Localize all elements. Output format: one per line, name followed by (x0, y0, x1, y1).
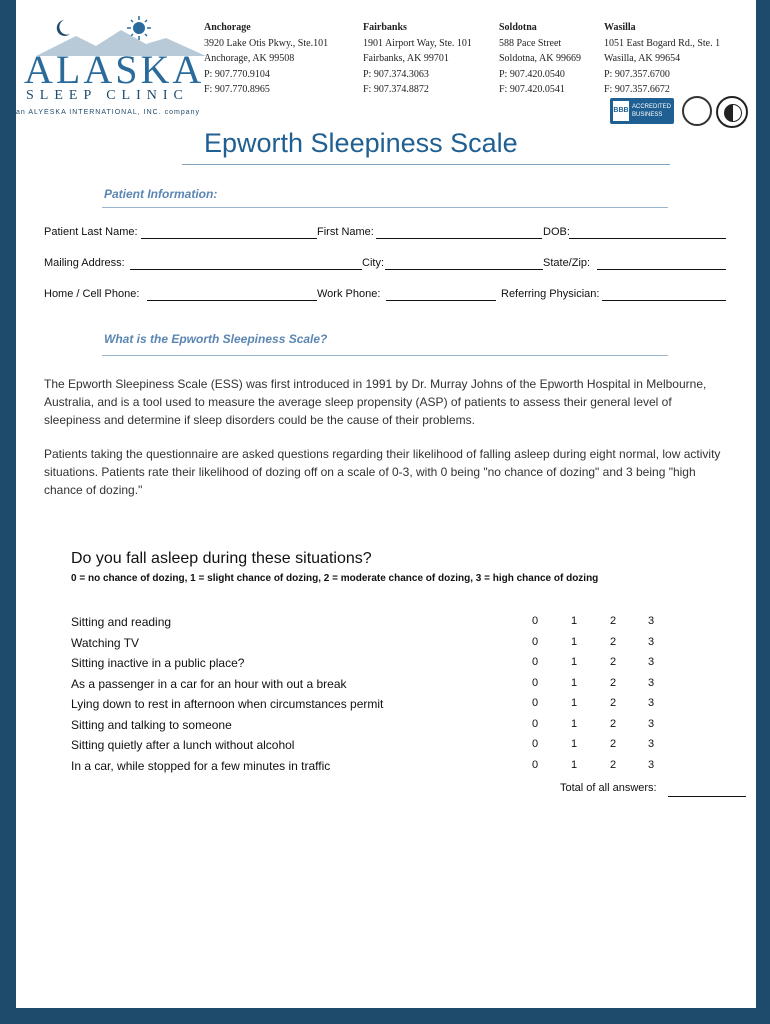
home-phone-label: Home / Cell Phone: (44, 288, 140, 300)
office-address-line1: 588 Pace Street (499, 37, 562, 49)
referring-physician-label: Referring Physician: (501, 288, 600, 300)
total-answers-label (560, 782, 657, 794)
score-option-1[interactable]: 1 (571, 677, 578, 689)
office-address-line1: 1901 Airport Way, Ste. 101 (363, 37, 472, 49)
title-divider (182, 164, 670, 165)
bbb-text: ACCREDITED (632, 104, 672, 110)
score-option-1[interactable]: 1 (571, 718, 578, 730)
situation-item: In a car, while stopped for a few minutes in traffic (71, 759, 331, 773)
score-option-2[interactable]: 2 (610, 636, 617, 648)
dob-label: DOB: (543, 226, 570, 238)
score-option-2[interactable]: 2 (610, 677, 617, 689)
score-option-1[interactable]: 1 (571, 759, 578, 771)
office-fax: F: 907.374.8872 (363, 84, 429, 95)
logo-tagline: an ALYESKA INTERNATIONAL, INC. company (16, 109, 201, 116)
office-phone: P: 907.357.6700 (604, 68, 670, 80)
office-fairbanks (363, 20, 472, 98)
score-option-0[interactable]: 0 (532, 697, 539, 709)
state-zip-field[interactable] (597, 269, 726, 270)
page-title: Epworth Sleepiness Scale (204, 128, 518, 158)
score-option-1[interactable]: 1 (571, 615, 578, 627)
office-address-line1: 1051 East Bogard Rd., Ste. 1 (604, 37, 721, 49)
score-option-3[interactable]: 3 (648, 677, 655, 689)
score-option-3[interactable]: 3 (648, 738, 655, 750)
office-city: Anchorage (204, 22, 251, 33)
score-option-3[interactable]: 3 (648, 759, 655, 771)
work-phone-label: Work Phone: (317, 288, 381, 300)
score-option-0[interactable]: 0 (532, 738, 539, 750)
score-option-2[interactable]: 2 (610, 738, 617, 750)
office-phone: P: 907.770.9104 (204, 68, 270, 80)
dob-field[interactable] (569, 238, 726, 239)
office-address-line2: Soldotna, AK 99669 (499, 53, 581, 64)
mailing-address-label: Mailing Address: (44, 257, 125, 269)
situation-item: Sitting and talking to someone (71, 718, 232, 732)
score-option-1[interactable]: 1 (571, 656, 578, 668)
score-option-2[interactable]: 2 (610, 615, 617, 627)
office-phone: P: 907.374.3063 (363, 68, 429, 80)
score-option-3[interactable]: 3 (648, 718, 655, 730)
score-option-0[interactable]: 0 (532, 615, 539, 627)
first-name-field[interactable] (376, 238, 542, 239)
clinic-logo (16, 16, 211, 120)
office-city: Fairbanks (363, 22, 407, 33)
score-option-0[interactable]: 0 (532, 759, 539, 771)
about-paragraph-1: The Epworth Sleepiness Scale (ESS) was first introduced in 1991 by Dr. Murray Johns of the Epworth Hospital in Melbourne, Australia, and is a tool used to measure the average sleep propensity (ASP) of patients to assess their general level of sleepiness and determine if sleep disorders could be the cause of their problems. (44, 377, 707, 427)
bbb-text: BUSINESS (632, 112, 663, 118)
referring-physician-field[interactable] (602, 300, 726, 301)
accreditation-badges (610, 96, 750, 128)
score-option-3[interactable]: 3 (648, 636, 655, 648)
office-city: Wasilla (604, 22, 636, 33)
total-answers-field[interactable] (668, 796, 746, 797)
office-soldotna (499, 20, 581, 98)
work-phone-field[interactable] (386, 300, 496, 301)
office-anchorage (204, 20, 328, 98)
situation-item: Sitting inactive in a public place? (71, 656, 245, 670)
office-address-line2: Fairbanks, AK 99701 (363, 53, 449, 64)
score-option-3[interactable]: 3 (648, 615, 655, 627)
about-heading: What is the Epworth Sleepiness Scale? (104, 332, 328, 346)
certification-seal-icon (682, 96, 712, 126)
score-option-0[interactable]: 0 (532, 636, 539, 648)
score-option-2[interactable]: 2 (610, 718, 617, 730)
score-option-1[interactable]: 1 (571, 738, 578, 750)
questionnaire-title: Do you fall asleep during these situations? (71, 550, 372, 567)
first-name-label: First Name: (317, 226, 374, 238)
score-option-2[interactable]: 2 (610, 697, 617, 709)
situation-item: Sitting quietly after a lunch without alcohol (71, 738, 295, 752)
about-paragraph-2: Patients taking the questionnaire are asked questions regarding their likelihood of falling asleep during eight normal, low activity situations. Patients rate their likelihood of dozing off on a scale of 0-3, with 0 being "no chance of dozing" and 3 being "high chance of dozing." (44, 447, 721, 497)
logo-wordmark: ALASKA (24, 47, 205, 92)
score-option-2[interactable]: 2 (610, 759, 617, 771)
office-fax: F: 907.770.8965 (204, 84, 270, 95)
state-zip-label: State/Zip: (543, 257, 591, 269)
situation-item: As a passenger in a car for an hour with out a break (71, 677, 347, 691)
last-name-field[interactable] (141, 238, 317, 239)
score-option-3[interactable]: 3 (648, 697, 655, 709)
yin-yang-seal-icon (716, 96, 748, 128)
office-wasilla (604, 20, 720, 98)
bbb-seal-icon: BBB (613, 101, 629, 121)
total-label-text: Total of all answers: (560, 782, 657, 794)
score-option-0[interactable]: 0 (532, 656, 539, 668)
situation-item: Lying down to rest in afternoon when circumstances permit (71, 697, 384, 711)
score-option-3[interactable]: 3 (648, 656, 655, 668)
mailing-address-field[interactable] (130, 269, 362, 270)
section-divider (102, 355, 668, 356)
patient-info-heading: Patient Information: (104, 187, 218, 201)
city-label: City: (362, 257, 384, 269)
bbb-accredited-badge (610, 98, 674, 124)
office-city: Soldotna (499, 22, 537, 33)
office-address-line1: 3920 Lake Otis Pkwy., Ste.101 (204, 37, 329, 49)
office-address-line2: Wasilla, AK 99654 (604, 53, 681, 64)
situation-item: Sitting and reading (71, 615, 172, 629)
city-field[interactable] (385, 269, 543, 270)
office-fax: F: 907.420.0541 (499, 84, 565, 95)
score-option-1[interactable]: 1 (571, 697, 578, 709)
logo-subtitle: SLEEP CLINIC (26, 88, 189, 103)
home-phone-field[interactable] (147, 300, 317, 301)
situation-item: Watching TV (71, 636, 140, 650)
office-phone: P: 907.420.0540 (499, 68, 565, 80)
office-fax: F: 907.357.6672 (604, 84, 670, 95)
score-option-1[interactable]: 1 (571, 636, 578, 648)
form-page (16, 0, 756, 1008)
score-legend: 0 = no chance of dozing, 1 = slight chance of dozing, 2 = moderate chance of dozing, 3 = high chance of dozing (71, 573, 599, 584)
score-option-2[interactable]: 2 (610, 656, 617, 668)
score-option-0[interactable]: 0 (532, 677, 539, 689)
section-divider (102, 207, 668, 208)
last-name-label: Patient Last Name: (44, 226, 138, 238)
office-address-line2: Anchorage, AK 99508 (204, 53, 295, 64)
score-option-0[interactable]: 0 (532, 718, 539, 730)
